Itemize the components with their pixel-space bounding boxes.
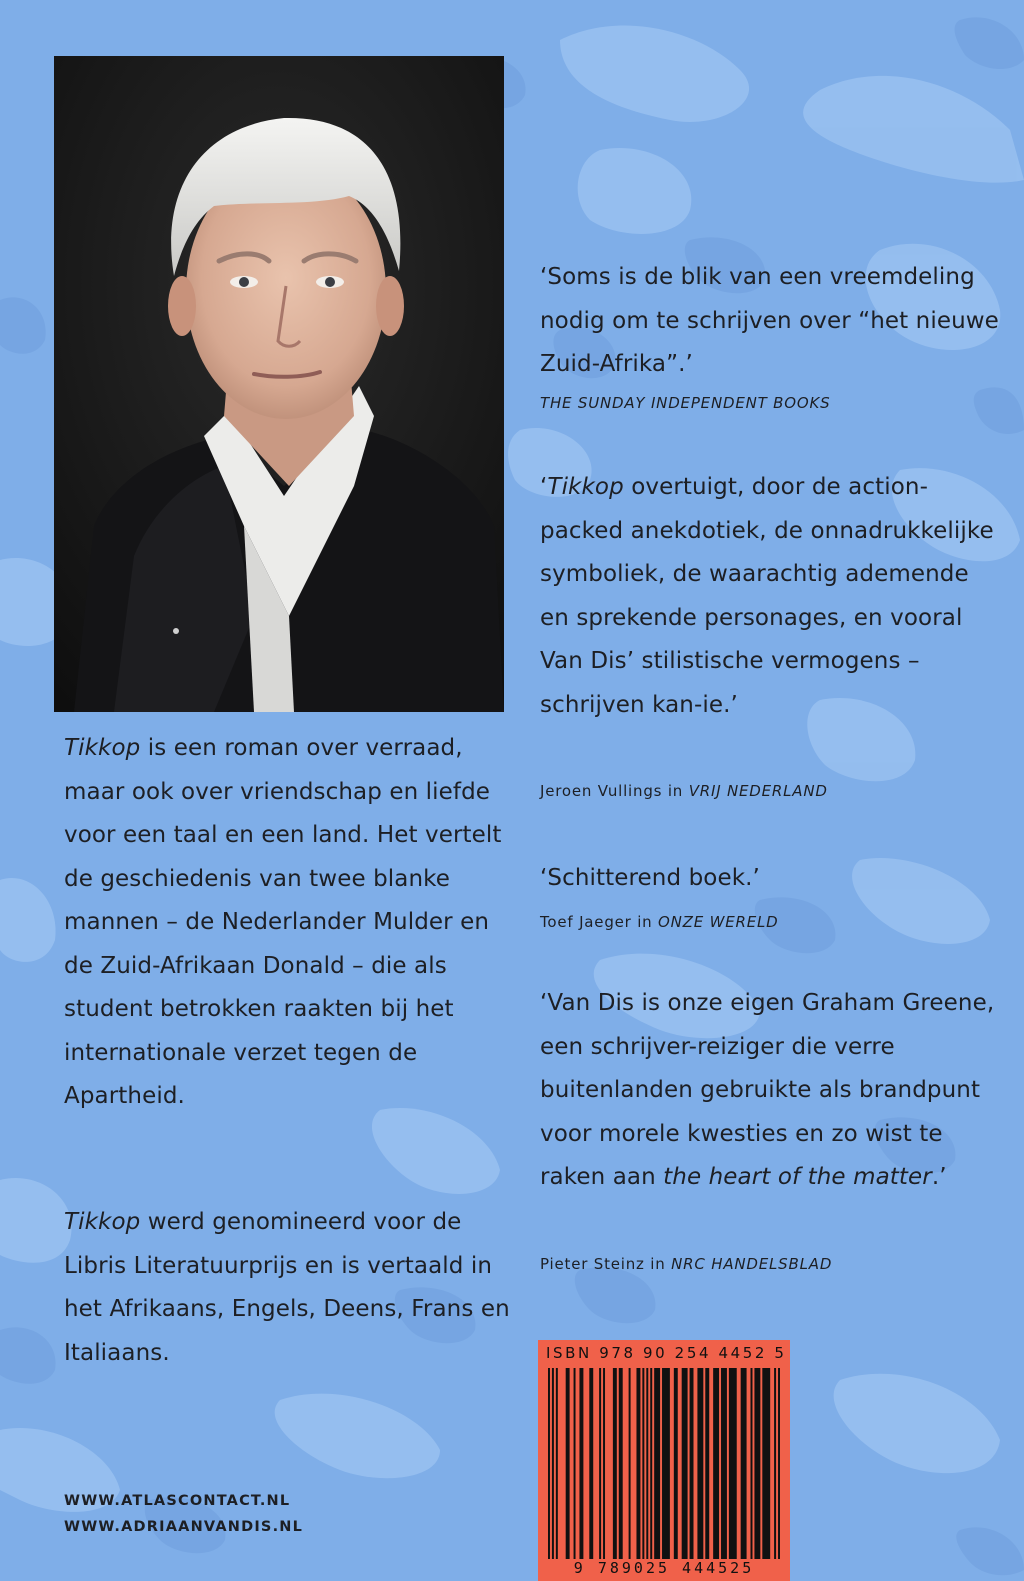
barcode-bar — [636, 1368, 640, 1564]
barcode-bar — [751, 1368, 753, 1564]
website-adriaanvandis[interactable]: WWW.ADRIAANVANDIS.NL — [64, 1519, 304, 1535]
review-source: NRC HANDELSBLAD — [671, 1255, 833, 1273]
barcode-bar — [729, 1368, 737, 1564]
isbn-label: ISBN 978 90 254 4452 5 — [546, 1344, 787, 1362]
barcode-bar — [754, 1368, 760, 1564]
review-reviewer: Jeroen Vullings in — [540, 782, 689, 800]
barcode-bars-icon — [548, 1368, 780, 1564]
barcode-digits: 9 789025 444525 — [538, 1559, 790, 1577]
barcode-bar — [741, 1368, 747, 1564]
barcode-bar — [566, 1368, 570, 1564]
review-quote-close: .’ — [931, 1164, 947, 1190]
review-source: THE SUNDAY INDEPENDENT BOOKS — [540, 394, 831, 412]
barcode-bar — [552, 1368, 554, 1564]
review-quote-italic: the heart of the matter — [663, 1164, 932, 1190]
barcode-bar — [774, 1368, 776, 1564]
barcode-bar — [654, 1368, 660, 1564]
review-quote-4 — [540, 982, 1000, 1200]
review-attribution-2 — [540, 782, 1000, 800]
barcode-bar — [721, 1368, 727, 1564]
review-quote-text: overtuigt, door de action-packed anekdotiek, de onnadrukkelijke symboliek, de waarachtig ademende en sprekende personages, en vooral Van Dis’ stilistische vermogens – schrijven kan-ie.’ — [540, 474, 994, 718]
author-portrait-icon — [54, 56, 504, 712]
description-text: is een roman over verraad, maar ook over vriendschap en liefde voor een taal en een land. Het vertelt de geschiedenis van twee blanke mannen – de Nederlander Mulder en de Zuid-Afrikaan Donald – die als student betrokken raakten bij het internationale verzet tegen de Apartheid. — [64, 735, 502, 1109]
book-title: Tikkop — [64, 1209, 141, 1235]
review-quote-text: ‘Van Dis is onze eigen Graham Greene, een schrijver-reiziger die verre buitenlanden gebruikte als brandpunt voor morele kwesties en zo wist te raken aan — [540, 990, 995, 1190]
review-quote-1 — [540, 256, 1000, 387]
barcode-bar — [619, 1368, 623, 1564]
barcode-bar — [697, 1368, 703, 1564]
review-quote-open: ‘ — [540, 474, 548, 500]
barcode-bar — [642, 1368, 644, 1564]
barcode-bar — [548, 1368, 550, 1564]
barcode-bar — [674, 1368, 678, 1564]
review-reviewer: Pieter Steinz in — [540, 1255, 672, 1273]
review-source: ONZE WERELD — [658, 913, 779, 931]
isbn-barcode — [538, 1340, 790, 1581]
book-title: Tikkop — [64, 735, 141, 761]
description-paragraph-2 — [64, 1201, 524, 1375]
barcode-bar — [613, 1368, 617, 1564]
barcode-bar — [650, 1368, 652, 1564]
barcode-bar — [713, 1368, 719, 1564]
description-text: werd genomineerd voor de Libris Literatuurprijs en is vertaald in het Afrikaans, Engels, Deens, Frans en Italiaans. — [64, 1209, 510, 1366]
barcode-bar — [690, 1368, 694, 1564]
review-quote-3 — [540, 857, 1000, 901]
barcode-bar — [682, 1368, 688, 1564]
author-photo — [54, 56, 504, 712]
barcode-bar — [705, 1368, 709, 1564]
review-attribution-4 — [540, 1255, 1000, 1273]
barcode-bar — [778, 1368, 780, 1564]
barcode-bar — [599, 1368, 601, 1564]
barcode-bar — [589, 1368, 593, 1564]
barcode-bar — [579, 1368, 583, 1564]
barcode-bar — [762, 1368, 770, 1564]
barcode-bar — [662, 1368, 670, 1564]
barcode-bar — [603, 1368, 605, 1564]
review-source: VRIJ NEDERLAND — [688, 782, 828, 800]
barcode-bar — [556, 1368, 558, 1564]
review-attribution-1 — [540, 394, 1000, 412]
review-attribution-3 — [540, 913, 1000, 931]
book-title: Tikkop — [547, 474, 624, 500]
description-paragraph-1 — [64, 727, 524, 1119]
website-atlascontact[interactable]: WWW.ATLASCONTACT.NL — [64, 1493, 291, 1509]
review-quote-text: ‘Soms is de blik van een vreemdeling nodig om te schrijven over “het nieuwe Zuid-Afrika”.’ — [540, 264, 999, 377]
review-quote-2 — [540, 466, 1000, 727]
barcode-bar — [646, 1368, 648, 1564]
barcode-bar — [574, 1368, 576, 1564]
website-links — [64, 1488, 303, 1540]
review-quote-text: ‘Schitterend boek.’ — [540, 865, 760, 891]
barcode-bar — [629, 1368, 631, 1564]
review-reviewer: Toef Jaeger in — [540, 913, 659, 931]
